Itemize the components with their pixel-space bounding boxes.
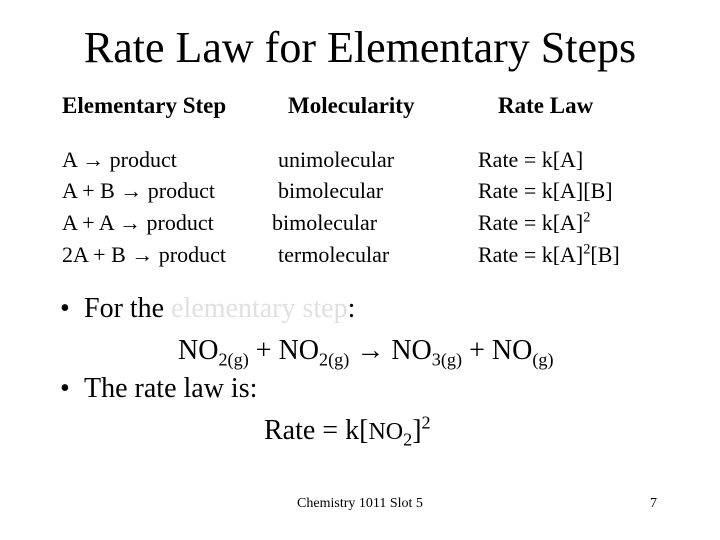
rate-species-sub: 2 xyxy=(403,429,413,450)
header-molecularity: Molecularity xyxy=(288,93,415,118)
rate-cell xyxy=(478,146,583,174)
product-1: NO xyxy=(391,335,432,366)
step-cell: A + B → product xyxy=(62,178,215,203)
bullet-dot: • xyxy=(60,293,70,324)
molecularity-cell: unimolecular xyxy=(278,147,395,172)
bullet-highlight: elementary step xyxy=(171,293,348,324)
rate-text: Rate = k[A] xyxy=(478,242,584,267)
product-2: NO xyxy=(491,335,533,366)
bullet-prefix: For the xyxy=(84,293,172,324)
product-2-state: (g) xyxy=(532,349,554,370)
molecularity-cell: bimolecular xyxy=(278,178,384,203)
step-cell: 2A + B → product xyxy=(62,242,226,267)
step-cell: A → product xyxy=(62,147,177,172)
bullet-dot: • xyxy=(60,373,70,404)
header-elementary-step: Elementary Step xyxy=(62,93,227,118)
rate-text: Rate = k[A][B] xyxy=(478,178,613,203)
rate-cell xyxy=(478,177,613,205)
rate-law-expression xyxy=(264,414,431,449)
slide-title: Rate Law for Elementary Steps xyxy=(83,23,637,72)
reaction-equation xyxy=(178,334,554,368)
molecularity-cell: termolecular xyxy=(278,242,390,267)
rate-species: NO xyxy=(368,419,404,445)
rate-order: 2 xyxy=(421,412,431,433)
rate-cell xyxy=(478,209,590,237)
bullet-text: The rate law is: xyxy=(84,373,258,404)
reactant-2: NO xyxy=(278,335,320,366)
reactant-2-state: 2(g) xyxy=(319,349,350,370)
rate-exponent: 2 xyxy=(583,209,591,226)
rate-tail: [B] xyxy=(590,242,620,267)
rate-text: Rate = k[A] xyxy=(478,147,584,172)
molecularity-cell: bimolecular xyxy=(272,210,378,235)
bullet-rate-law xyxy=(60,372,257,406)
reactant-1-state: 2(g) xyxy=(218,349,249,370)
page-number: 7 xyxy=(650,496,657,511)
rate-text: Rate = k[A] xyxy=(478,210,584,235)
plus-sign: + xyxy=(462,335,492,366)
reactant-1: NO xyxy=(178,335,219,366)
rate-prefix: Rate = k[ xyxy=(264,415,369,446)
rate-exponent: 2 xyxy=(583,241,591,258)
product-1-state: 3(g) xyxy=(431,349,463,370)
bullet-elementary-step xyxy=(60,292,355,326)
step-cell: A + A → product xyxy=(62,210,214,235)
rate-cell xyxy=(478,241,620,269)
header-rate-law: Rate Law xyxy=(498,93,594,118)
slide-footer: Chemistry 1011 Slot 5 xyxy=(297,496,423,511)
reaction-arrow: → xyxy=(349,335,392,366)
plus-sign: + xyxy=(248,335,279,366)
bullet-suffix: : xyxy=(347,293,356,324)
rate-close: ] xyxy=(412,415,422,446)
